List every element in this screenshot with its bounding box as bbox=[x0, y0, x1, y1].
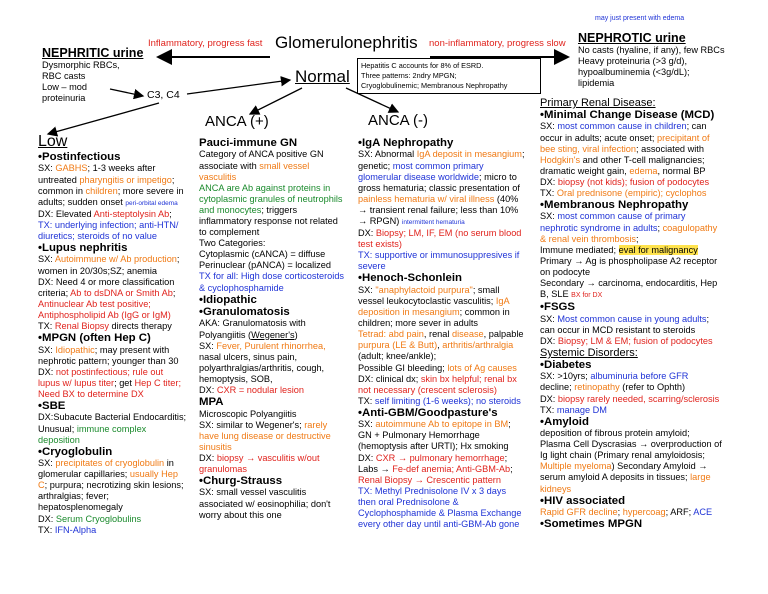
hsp-line-8: Possible GI bleeding; lots of Ag causes bbox=[358, 362, 517, 373]
systemic-disorders-heading: Systemic Disorders: bbox=[540, 346, 638, 359]
hep-box-line-3: Cryoglobulinemic; Membranous Nephropathy bbox=[361, 81, 508, 90]
pauci-line-12: TX for all: High dose corticosteroids bbox=[199, 271, 345, 282]
mcd-line-1: SX: most common cause in children; can bbox=[540, 121, 707, 132]
pauci-line-9: Two Categories: bbox=[199, 238, 266, 249]
fsgs-line-3: DX: Biopsy; LM & EM; fusion of podocytes bbox=[540, 335, 713, 346]
henoch-schonlein-title: •Henoch-Schonlein bbox=[358, 272, 462, 285]
cryo-line-1: SX: precipitates of cryoglobulin in bbox=[38, 458, 174, 469]
column-anca-positive bbox=[199, 137, 361, 521]
nephrotic-block bbox=[578, 31, 725, 89]
postinfectious-line-1: SX: GABHS; 1-3 weeks after bbox=[38, 163, 156, 174]
iga-line-3: glomerular disease worldwide; micro to bbox=[358, 171, 517, 182]
column-nephrotic bbox=[540, 97, 764, 531]
inflammatory-label: Inflammatory, progress fast bbox=[148, 38, 263, 49]
hsp-line-9: DX: clinical dx; skin bx helpful; renal bx bbox=[358, 373, 517, 384]
gbm-line-5: Labs → Fe-def anemia; Anti-GBM-Ab; bbox=[358, 463, 513, 474]
mpgn-line-5: Need BX to determine DX bbox=[38, 388, 144, 399]
pauci-title: Pauci-immune GN bbox=[199, 137, 298, 149]
mpgn-line-4: lupus w/ lupus titer; get Hep C titer; bbox=[38, 377, 181, 388]
sbe-line-1: DX:Subacute Bacterial Endocarditis; bbox=[38, 412, 187, 423]
iga-line-5: painless hematuria w/ viral illness (40% bbox=[358, 193, 519, 204]
granulo-line-5: polyarthralgias/arthritis, cough, bbox=[199, 362, 325, 373]
iga-line-2: genetic; most common primary bbox=[358, 160, 484, 171]
fsgs-line-2: can occur in MCD resistant to steroids bbox=[540, 324, 696, 335]
postinfectious-line-4: adults; sudden onset peri-orbital edema bbox=[38, 196, 178, 207]
c3c4-label: C3, C4 bbox=[147, 89, 180, 101]
mpgn-line-2: nephrotic pattern; younger than 30 bbox=[38, 355, 179, 366]
page-title: Glomerulonephritis bbox=[275, 33, 418, 52]
granulo-line-1: AKA: Granulomatosis with bbox=[199, 318, 306, 329]
hsp-line-3: deposition in mesangium; common in bbox=[358, 307, 510, 318]
granulo-line-4: nasal ulcers, sinus pain, bbox=[199, 351, 298, 362]
diabetes-title: •Diabetes bbox=[540, 358, 592, 371]
amyloid-line-3: Ig light chain (Primary renal amyloidosis; bbox=[540, 450, 705, 461]
pauci-line-6: and monocytes; triggers bbox=[199, 204, 298, 215]
nephritic-line-2: RBC casts bbox=[42, 71, 86, 82]
fsgs-title: •FSGS bbox=[540, 301, 576, 314]
fsgs-line-1: SX: Most common cause in young adults; bbox=[540, 313, 710, 324]
mcd-line-3: bee sting, viral infection; associated with bbox=[540, 143, 704, 154]
nephrotic-line-4: lipidemia bbox=[578, 78, 615, 89]
churg-strauss-title: •Churg-Strauss bbox=[199, 475, 283, 488]
pauci-line-4: ANCA are Ab against proteins in bbox=[199, 182, 331, 193]
membranous-line-4: Immune mediated; eval for malignancy bbox=[540, 244, 698, 255]
nephritic-line-4: proteinuria bbox=[42, 93, 86, 104]
hsp-line-6: purpura (LE & Butt), arthritis/arthralgia bbox=[358, 340, 514, 351]
hsp-line-11: TX: self limiting (1-6 weeks); no steroids bbox=[358, 395, 521, 406]
pauci-line-10: Cytoplasmic (cANCA) = diffuse bbox=[199, 249, 326, 260]
iga-line-11: severe bbox=[358, 261, 386, 272]
hsp-line-4: children; more sever in adults bbox=[358, 318, 479, 329]
non-inflammatory-label: non-inflammatory, progress slow bbox=[429, 38, 566, 49]
postinfectious-line-5: DX: Elevated Anti-steptolysin Ab; bbox=[38, 208, 172, 219]
gbm-line-9: Cyclophosphamide & Plasma Exchange bbox=[358, 508, 522, 519]
mpgn-title: •MPGN (often Hep C) bbox=[38, 332, 151, 345]
mpa-line-4: sinusitis bbox=[199, 441, 232, 452]
gbm-line-7: TX: Methyl Prednisolone IV x 3 days bbox=[358, 485, 507, 496]
hep-box-line-1: Hepatitis C accounts for 8% of ESRD. bbox=[361, 61, 484, 70]
granulo-line-2: Polyangiitis (Wegener's) bbox=[199, 329, 298, 340]
pauci-line-3: vasculitis bbox=[199, 171, 237, 182]
mpgn-line-3: DX: not postinfectious; rule out bbox=[38, 366, 164, 377]
postinfectious-title: •Postinfectious bbox=[38, 151, 121, 163]
hiv-line-1: Rapid GFR decline; hypercoag; ARF; ACE bbox=[540, 507, 713, 518]
pauci-line-1: Category of ANCA positive GN bbox=[199, 149, 324, 160]
arrow-to-anca-pos bbox=[250, 88, 302, 114]
nephritic-line-1: Dysmorphic RBCs, bbox=[42, 60, 120, 70]
pauci-line-13: & cyclophosphamide bbox=[199, 282, 284, 293]
lupus-line-3: DX: Need 4 or more classification bbox=[38, 276, 175, 287]
normal-label: Normal bbox=[295, 67, 350, 86]
sbe-line-3: deposition bbox=[38, 434, 80, 445]
lupus-line-1: SX: Autoimmune w/ Ab production; bbox=[38, 254, 180, 265]
iga-line-4: gross hematuria; classic presentation of bbox=[358, 182, 520, 193]
gbm-line-1: SX: autoimmune Ab to epitope in BM; bbox=[358, 419, 511, 430]
mpa-line-1: Microscopic Polyangiitis bbox=[199, 408, 297, 419]
lupus-line-6: Antiphospholipid Ab (IgG or IgM) bbox=[38, 309, 171, 320]
cryo-line-6: DX: Serum Cryoglobulins bbox=[38, 513, 142, 524]
cryo-line-7: TX: IFN-Alpha bbox=[38, 524, 97, 535]
pauci-line-2: associate with small vessel bbox=[199, 160, 310, 171]
amyloid-line-2: Plasma Cell Dyscrasias → overproduction of bbox=[540, 439, 722, 450]
arrow-to-low bbox=[48, 103, 159, 134]
mcd-line-7: TX: Oral prednisone (empiric); cyclophos bbox=[540, 187, 707, 198]
postinfectious-line-6: TX: underlying infection; anti-HTN/ bbox=[38, 219, 179, 230]
iga-line-10: TX: supportive or immunosuppresives if bbox=[358, 250, 520, 261]
mpa-line-3: have lung disease or destructive bbox=[199, 430, 331, 441]
gbm-line-10: every other day until anti-GBM-Ab gone bbox=[358, 519, 520, 530]
hsp-line-10: not necessary (crescent sclerosis) bbox=[358, 384, 497, 395]
postinfectious-line-3: common in children; more severe in bbox=[38, 185, 184, 196]
anca-positive-label: ANCA (+) bbox=[205, 113, 269, 130]
amyloid-line-1: deposition of fibrous protein amyloid; bbox=[540, 428, 690, 439]
anti-gbm-title: •Anti-GBM/Goodpasture's bbox=[358, 406, 498, 419]
arrow-to-normal bbox=[187, 80, 290, 94]
churg-line-1: SX: small vessel vasculitis bbox=[199, 487, 307, 498]
postinfectious-line-7: diuretics; steroids of no value bbox=[38, 230, 157, 241]
pauci-line-5: cytoplasmic granules of neutrophils bbox=[199, 193, 343, 204]
cryo-line-2: glomerular capillaries; usually Hep bbox=[38, 469, 178, 480]
membranous-line-8: B, SLE BX for DX bbox=[540, 289, 603, 300]
hiv-title: •HIV associated bbox=[540, 494, 626, 507]
amyloid-line-5: serum amyloid A deposits in tissues; large bbox=[540, 472, 711, 483]
low-label: Low bbox=[38, 133, 68, 150]
cryoglobulin-title: •Cryoglobulin bbox=[38, 445, 113, 458]
gbm-line-8: then oral Prednisolone & bbox=[358, 496, 459, 507]
nephrotic-line-1: No casts (hyaline, if any), few RBCs bbox=[578, 45, 725, 55]
membranous-line-2: nephrotic syndrome in adults; coagulopathy bbox=[540, 222, 718, 233]
sbe-title: •SBE bbox=[38, 400, 66, 412]
membranous-line-6: on podocyte bbox=[540, 266, 591, 277]
iga-line-7: → RPGN) intermittent hematuria bbox=[358, 215, 465, 226]
lupus-line-4: criteria; Ab to dsDNA or Smith Ab; bbox=[38, 287, 176, 298]
pauci-line-7: inflammatory response not related bbox=[199, 215, 338, 226]
membranous-line-5: Primary → Ag is phospholipase A2 receptor bbox=[540, 255, 718, 266]
postinfectious-line-2: untreated pharyngitis or impetigo; bbox=[38, 174, 175, 185]
mcd-line-6: DX: biopsy (not kids); fusion of podocytes bbox=[540, 176, 710, 187]
gbm-line-6: Renal Biopsy → Crescentic pattern bbox=[358, 474, 501, 485]
granulomatosis-title: •Granulomatosis bbox=[199, 306, 290, 319]
nephritic-block bbox=[42, 46, 143, 104]
top-note: may just present with edema bbox=[595, 15, 685, 22]
cryo-line-4: arthralgias; fever; bbox=[38, 491, 109, 502]
mcd-line-2: occur in adults; acute onset; precipitant of bbox=[540, 132, 710, 143]
gbm-line-3: (hemoptysis after URTI); Hx smoking bbox=[358, 441, 509, 452]
granulo-line-3: SX: Fever, Purulent rhinorrhea, bbox=[199, 340, 326, 351]
column-low bbox=[38, 151, 198, 536]
idiopathic-title: •Idiopathic bbox=[199, 293, 257, 306]
mpgn-line-1: SX: Idiopathic; may present with bbox=[38, 344, 170, 355]
anca-negative-label: ANCA (-) bbox=[368, 112, 428, 129]
membranous-line-3: & renal vein thrombosis; bbox=[540, 233, 639, 244]
hsp-line-1: SX: "anaphylactoid purpura"; small bbox=[358, 284, 500, 295]
mpa-line-6: granulomas bbox=[199, 463, 248, 474]
diabetes-line-3: DX: biopsy rarely needed, scarring/sclerosis bbox=[540, 393, 720, 404]
iga-title: •IgA Nephropathy bbox=[358, 137, 454, 149]
mpa-title: MPA bbox=[199, 396, 224, 409]
hsp-line-5: Tetrad: abd pain, renal disease, palpable bbox=[358, 329, 524, 340]
primary-renal-heading: Primary Renal Disease: bbox=[540, 97, 656, 109]
pauci-line-8: to complement bbox=[199, 227, 260, 238]
diabetes-line-4: TX: manage DM bbox=[540, 404, 607, 415]
nephrotic-line-3: hypoalbuminemia (<3g/dL); bbox=[578, 67, 690, 78]
hep-box-line-2: Three patterns: 2ndry MPGN; bbox=[361, 71, 457, 80]
churg-line-2: associated w/ eosinophilia; don't bbox=[199, 498, 331, 509]
granulo-line-7: DX: CXR = nodular lesion bbox=[199, 385, 304, 395]
membranous-line-1: SX: most common cause of primary bbox=[540, 211, 686, 222]
column-anca-negative bbox=[358, 137, 538, 530]
diabetes-line-2: decline; retinopathy (refer to Ophth) bbox=[540, 382, 686, 393]
sometimes-mpgn-title: •Sometimes MPGN bbox=[540, 518, 643, 531]
diabetes-line-1: SX: >10yrs; albuminuria before GFR bbox=[540, 371, 689, 382]
lupus-title: •Lupus nephritis bbox=[38, 242, 128, 255]
iga-line-6: → transient renal failure; less than 10% bbox=[358, 204, 519, 215]
membranous-title: •Membranous Nephropathy bbox=[540, 199, 689, 212]
iga-line-1: SX: Abnormal IgA deposit in mesangium; bbox=[358, 149, 525, 160]
gbm-line-2: GN + Pulmonary Hemorrhage bbox=[358, 430, 480, 441]
hep-c-box bbox=[357, 58, 541, 94]
granulo-line-6: hemoptysis, SOB, bbox=[199, 373, 273, 384]
nephrotic-heading: NEPHROTIC urine bbox=[578, 31, 686, 45]
amyloid-line-6: kidneys bbox=[540, 483, 572, 494]
cryo-line-5: hepatosplenomegaly bbox=[38, 502, 123, 513]
iga-line-9: test exists) bbox=[358, 239, 402, 250]
nephritic-line-3: Low – mod bbox=[42, 82, 87, 93]
mpa-line-2: SX: similar to Wegener's; rarely bbox=[199, 419, 328, 430]
sbe-line-2: Unusual; immune complex bbox=[38, 423, 147, 434]
hsp-line-2: vessel leukocytoclastic vasculitis; IgA bbox=[358, 295, 510, 306]
membranous-line-7: Secondary → carcinoma, endocarditis, Hep bbox=[540, 278, 718, 289]
mcd-line-5: dramatic weight gain, edema, normal BP bbox=[540, 165, 706, 176]
lupus-line-7: TX: Renal Biopsy directs therapy bbox=[38, 321, 172, 332]
lupus-line-5: Antinuclear Ab test positive; bbox=[38, 298, 151, 309]
iga-line-8: DX: Biopsy; LM, IF, EM (no serum blood bbox=[358, 228, 522, 239]
gbm-line-4: DX: CXR → pulmonary hemorrhage; bbox=[358, 452, 508, 463]
mcd-line-4: Hodgkin's and other T-cell malignancies; bbox=[540, 154, 705, 165]
nephritic-heading: NEPHRITIC urine bbox=[42, 46, 144, 60]
mcd-title: •Minimal Change Disease (MCD) bbox=[540, 109, 715, 121]
churg-line-3: worry about this one bbox=[199, 509, 282, 520]
amyloid-line-4: Multiple myeloma) Secondary Amyloid → bbox=[540, 461, 708, 472]
hsp-line-7: (adult; knee/ankle); bbox=[358, 351, 437, 362]
lupus-line-2: women in 20/30s;SZ; anemia bbox=[38, 265, 157, 276]
pauci-line-11: Perinuclear (pANCA) = localized bbox=[199, 260, 331, 271]
nephrotic-line-2: Heavy proteinuria (>3 g/d), bbox=[578, 56, 688, 67]
amyloid-title: •Amyloid bbox=[540, 415, 589, 428]
cryo-line-3: C; purpura; necrotizing skin lesions; bbox=[38, 480, 184, 491]
mpa-line-5: DX: biopsy → vasculitis w/out bbox=[199, 452, 320, 463]
